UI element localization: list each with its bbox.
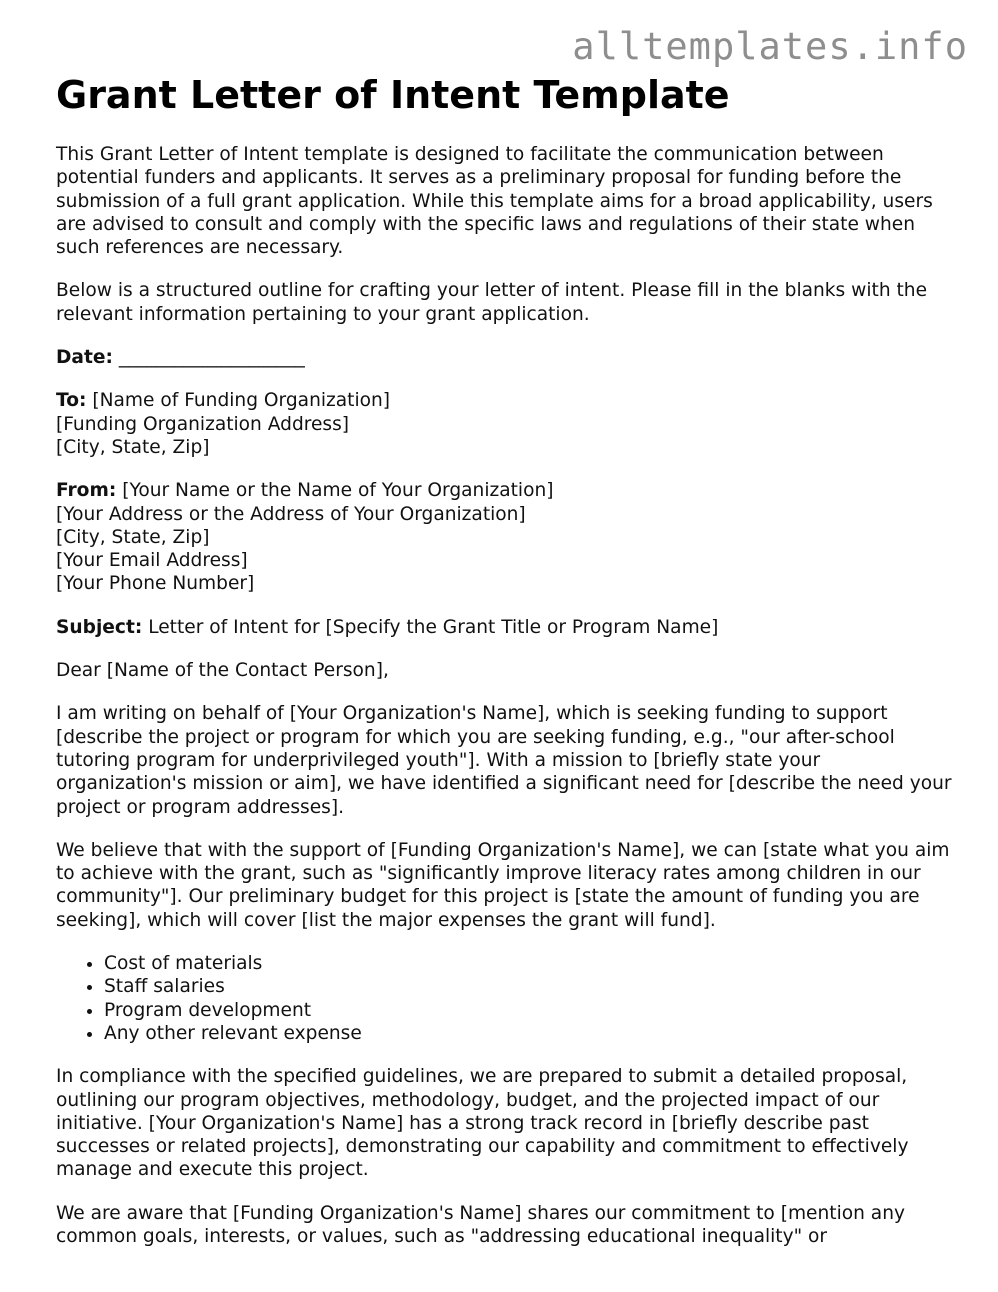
list-item: • Cost of materials xyxy=(104,952,956,975)
from-line xyxy=(56,479,956,502)
document-page xyxy=(56,72,956,1268)
from-sender: [Your Name or the Name of Your Organization] xyxy=(122,480,554,502)
expense-list xyxy=(56,952,956,1045)
list-item: • Any other relevant expense xyxy=(104,1022,956,1045)
from-block xyxy=(56,479,956,595)
to-label: To: xyxy=(56,390,87,412)
to-line xyxy=(56,389,956,412)
to-recipient: [Name of Funding Organization] xyxy=(92,390,391,412)
date-field xyxy=(56,346,956,369)
body-paragraph: We are aware that [Funding Organization's Name] shares our commitment to [mention any common goals, interests, or values, such as "addressing educational inequality" or xyxy=(56,1202,905,1247)
to-block xyxy=(56,389,956,459)
date-label: Date: xyxy=(56,347,113,369)
from-address: [Your Address or the Address of Your Organization] xyxy=(56,503,526,525)
list-item: • Staff salaries xyxy=(104,975,956,998)
to-address: [Funding Organization Address] xyxy=(56,413,350,435)
from-email: [Your Email Address] xyxy=(56,550,248,572)
watermark: alltemplates.info xyxy=(572,25,968,68)
body-paragraph: I am writing on behalf of [Your Organization's Name], which is seeking funding to support [describe the project or program for which you are seeking funding, e.g., "our after-school tutoring program for underprivileged youth"]. With a mission to [briefly state your organization's mission or aim], we have identified a significant need for [describe the need your project or program addresses]. xyxy=(56,703,952,818)
list-item: • Program development xyxy=(104,999,956,1022)
subject-label: Subject: xyxy=(56,616,143,638)
salutation: Dear [Name of the Contact Person], xyxy=(56,660,389,682)
from-label: From: xyxy=(56,480,117,502)
subject-text: Letter of Intent for [Specify the Grant Title or Program Name] xyxy=(148,616,719,638)
page-title: Grant Letter of Intent Template xyxy=(56,73,730,117)
intro-paragraph: This Grant Letter of Intent template is designed to facilitate the communication between potential funders and applicants. It serves as a preliminary proposal for funding before the submission of a full grant application. While this template aims for a broad applicability, users are advised to consult and comply with the specific laws and regulations of their state when such references are necessary. xyxy=(56,144,933,259)
date-blank: ____________________ xyxy=(118,347,305,369)
from-city-state-zip: [City, State, Zip] xyxy=(56,526,210,548)
body-paragraph: In compliance with the specified guidelines, we are prepared to submit a detailed proposal, outlining our program objectives, methodology, budget, and the projected impact of our initiative. [Your Organization's Name] has a strong track record in [briefly describe past successes or related projects], demonstrating our capability and commitment to effectively manage and execute this project. xyxy=(56,1066,909,1181)
from-phone: [Your Phone Number] xyxy=(56,573,255,595)
outline-note: Below is a structured outline for crafting your letter of intent. Please fill in the blanks with the relevant information pertaining to your grant application. xyxy=(56,280,928,325)
subject-line xyxy=(56,616,956,639)
body-paragraph: We believe that with the support of [Funding Organization's Name], we can [state what you aim to achieve with the grant, such as "significantly improve literacy rates among children in our community"]. Our preliminary budget for this project is [state the amount of funding you are seeking], which will cover [list the major expenses the grant will fund]. xyxy=(56,839,950,931)
to-city-state-zip: [City, State, Zip] xyxy=(56,436,210,458)
